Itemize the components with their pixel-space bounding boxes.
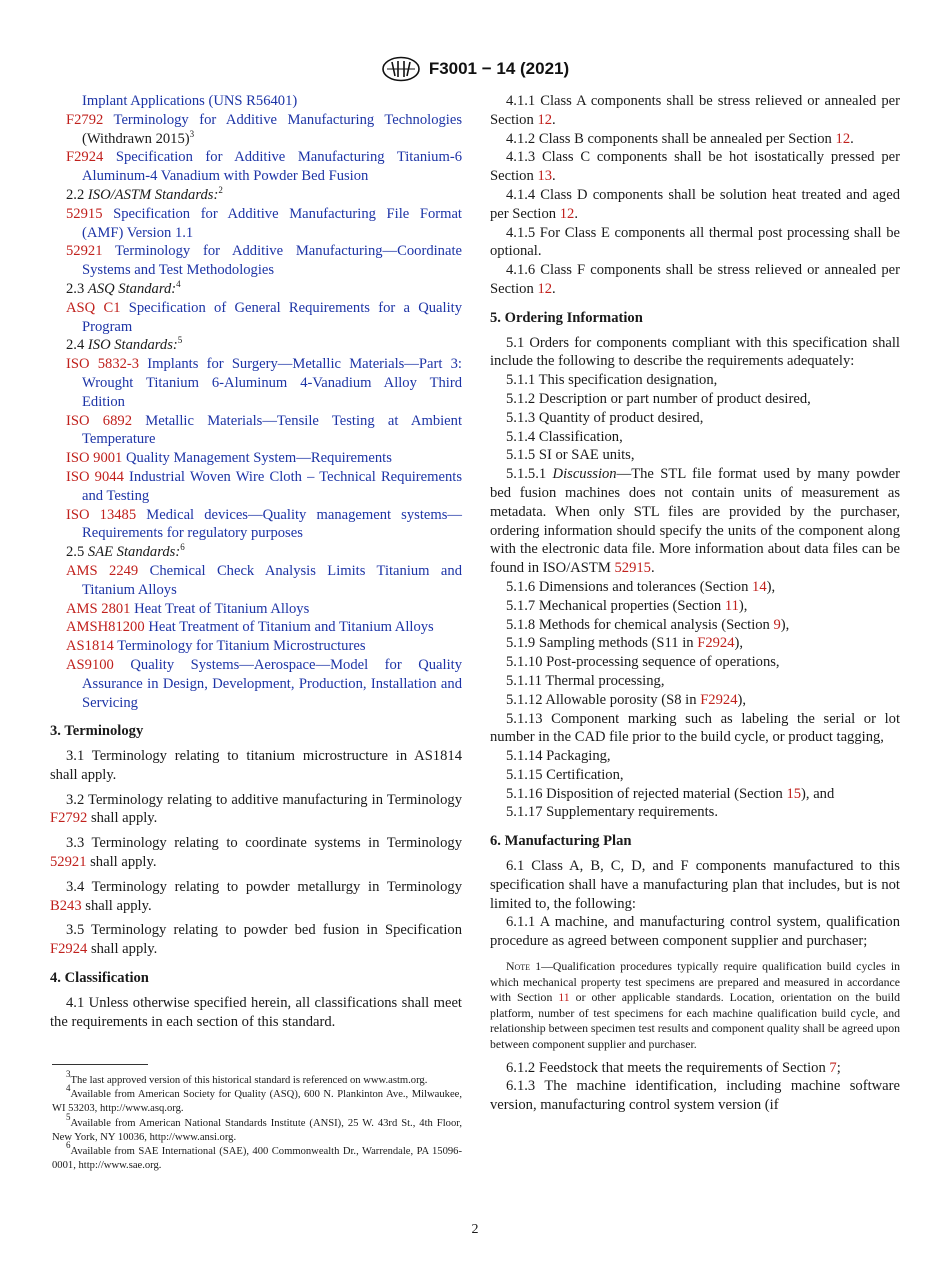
footnote: $^4$Available from American Society for Quality (ASQ), 600 N. Plankinton Ave., Milwaukee, WI 53203, http://www.asq.org. <box>52 1083 462 1115</box>
reference-item <box>66 242 462 280</box>
reference-item <box>66 205 462 243</box>
reference-item <box>66 111 462 149</box>
paragraph-4-1-3: 4.1.3 Class C components shall be hot isostatically pressed per Section 13. <box>490 149 900 185</box>
list-item: 5.1.4 Classification, <box>506 428 623 445</box>
cross-ref-link[interactable]: 11 <box>724 597 739 614</box>
paragraph-4-1-5: 4.1.5 For Class E components all thermal post processing shall be optional. <box>490 224 900 260</box>
paragraph-6-1-3: 6.1.3 The machine identification, including machine software version, manufacturing control system version (if <box>490 1078 900 1114</box>
list-item: 5.1.13 Component marking such as labeling the serial or lot number in the CAD file prior to the build cycle, or product tagging, <box>490 710 900 746</box>
section-heading-classification: 4. Classification <box>50 970 149 987</box>
cross-ref-link[interactable]: 12 <box>559 205 575 222</box>
paragraph-6-1: 6.1 Class A, B, C, D, and F components manufactured to this specification shall have a manufacturing plan that includes, but is not limited to, the following: <box>490 858 900 912</box>
paragraph-4-1-1: 4.1.1 Class A components shall be stress relieved or annealed per Section 12. <box>490 93 900 128</box>
paragraph-3-1: 3.1 Terminology relating to titanium microstructure in AS1814 shall apply. <box>50 748 462 783</box>
reference-title[interactable]: Quality Systems—Aerospace—Model for Quality Assurance in Design, Development, Production, Installation and Servicing <box>82 656 462 711</box>
document-designation: F3001 − 14 (2021) <box>428 59 570 78</box>
reference-code[interactable]: ISO 9001 <box>66 450 123 467</box>
footnote: $^6$Available from SAE International (SAE), 400 Commonwealth Dr., Warrendale, PA 15096-0001, http://www.sae.org. <box>52 1140 462 1172</box>
subsection-heading: 2.4 ISO Standards:$^5$ <box>66 335 183 354</box>
reference-item <box>66 412 462 450</box>
left-column <box>50 92 462 1031</box>
footnote: $^5$Available from American National Standards Institute (ANSI), 25 W. 43rd St., 4th Floor, New York, NY 10036, http://www.ansi.org. <box>52 1111 462 1143</box>
paragraph-3-2: 3.2 Terminology relating to additive manufacturing in Terminology F2792 shall apply. <box>50 791 462 827</box>
reference-item <box>66 562 462 600</box>
reference-item <box>66 506 462 544</box>
section-heading-ordering: 5. Ordering Information <box>490 309 643 326</box>
reference-title[interactable]: Terminology for Titanium Microstructures <box>117 638 366 655</box>
reference-item <box>66 600 462 619</box>
reference-item <box>66 468 462 506</box>
reference-title[interactable]: Chemical Check Analysis Limits Titanium and Titanium Alloys <box>82 562 462 598</box>
right-column <box>490 92 900 1115</box>
list-item: 5.1.8 Methods for chemical analysis (Section 9), <box>506 616 790 633</box>
reference-item <box>66 299 462 337</box>
list-item: 5.1.7 Mechanical properties (Section 11), <box>506 597 748 614</box>
paragraph-5-1-5-1: 5.1.5.1 Discussion—The STL file format used by many powder bed fusion machines does not contain units of measurement as metadata. When only STL files are provided by the purchaser, ordering information should specify the units of the component along with the electronic data file. More information about data files can be found in ISO/ASTM 52915. <box>490 466 901 577</box>
reference-title[interactable]: Heat Treatment of Titanium and Titanium Alloys <box>148 619 434 636</box>
cross-ref-link[interactable]: 12 <box>835 130 851 147</box>
paragraph-4-1-4: 4.1.4 Class D components shall be solution heat treated and aged per Section 12. <box>490 186 900 222</box>
cross-ref-link[interactable]: F2924 <box>700 691 738 708</box>
list-item: 5.1.3 Quantity of product desired, <box>506 409 704 426</box>
paragraph-4-1: 4.1 Unless otherwise specified herein, all classifications shall meet the requirements in each section of this standard. <box>50 994 462 1030</box>
cross-ref-link[interactable]: 14 <box>752 578 767 595</box>
section-heading-terminology: 3. Terminology <box>50 723 144 740</box>
list-item: 5.1.1 This specification designation, <box>506 372 718 389</box>
reference-item <box>66 148 462 186</box>
reference-code[interactable]: F2924 <box>66 149 104 166</box>
cross-ref-link[interactable]: F2924 <box>50 941 88 958</box>
astm-logo-icon <box>381 56 421 82</box>
footnote-divider <box>52 1064 148 1065</box>
section-heading-manufacturing-plan: 6. Manufacturing Plan <box>490 833 632 850</box>
reference-code[interactable]: 52921 <box>66 243 103 260</box>
cross-ref-link[interactable]: 15 <box>786 785 802 802</box>
subsection-heading: 2.2 ISO/ASTM Standards:$^2$ <box>66 184 223 203</box>
list-item: 5.1.17 Supplementary requirements. <box>506 804 718 821</box>
reference-code[interactable]: F2792 <box>66 111 104 128</box>
reference-code[interactable]: 52915 <box>66 205 103 222</box>
reference-title[interactable]: Medical devices—Quality management systems—Requirements for regulatory purposes <box>82 506 462 542</box>
reference-code[interactable]: ISO 5832-3 <box>66 356 140 373</box>
reference-code[interactable]: ISO 6892 <box>66 412 132 429</box>
reference-item <box>66 656 462 712</box>
reference-title[interactable]: Implants for Surgery—Metallic Materials—Part 3: Wrought Titanium 6-Aluminum 4-Vanadium Alloy Third Edition <box>82 356 462 410</box>
reference-item <box>66 449 462 468</box>
reference-code[interactable]: ISO 13485 <box>66 506 137 523</box>
subsection-heading: 2.3 ASQ Standard:$^4$ <box>66 278 181 297</box>
reference-code[interactable]: ISO 9044 <box>66 468 124 485</box>
page-number: 2 <box>471 1222 479 1237</box>
paragraph-3-3: 3.3 Terminology relating to coordinate systems in Terminology 52921 shall apply. <box>50 835 462 871</box>
subsection-heading: 2.5 SAE Standards:$^6$ <box>66 542 185 561</box>
cross-ref-link[interactable]: 13 <box>537 168 553 185</box>
cross-ref-link[interactable]: 52915 <box>614 560 651 577</box>
reference-status: (Withdrawn 2015) <box>82 130 190 147</box>
reference-title[interactable]: Terminology for Additive Manufacturing—Coordinate Systems and Test Methodologies <box>82 243 462 279</box>
list-item: 5.1.16 Disposition of rejected material (Section 15), and <box>506 785 835 802</box>
paragraph-3-4: 3.4 Terminology relating to powder metallurgy in Terminology B243 shall apply. <box>50 878 462 914</box>
reference-code[interactable]: ASQ C1 <box>66 299 121 316</box>
reference-title[interactable]: Implant Applications (UNS R56401) <box>82 93 298 109</box>
reference-code[interactable]: AMSH81200 <box>66 619 145 636</box>
list-item: 5.1.15 Certification, <box>506 766 624 783</box>
reference-code[interactable]: AMS 2801 <box>66 600 131 617</box>
list-item: 5.1.6 Dimensions and tolerances (Section 14), <box>506 578 776 595</box>
reference-title[interactable]: Specification for Additive Manufacturing File Format (AMF) Version 1.1 <box>82 205 462 241</box>
reference-title[interactable]: Terminology for Additive Manufacturing Technologies <box>113 111 462 128</box>
reference-title[interactable]: Metallic Materials—Tensile Testing at Ambient Temperature <box>82 412 462 448</box>
footnote: $^3$The last approved version of this historical standard is referenced on www.astm.org. <box>66 1069 428 1086</box>
cross-ref-link[interactable]: F2924 <box>697 635 735 652</box>
reference-title[interactable]: Quality Management System—Requirements <box>126 450 392 467</box>
list-item: 5.1.5 SI or SAE units, <box>506 447 635 464</box>
cross-ref-link[interactable]: 12 <box>537 280 553 297</box>
cross-ref-link[interactable]: B243 <box>50 897 82 914</box>
reference-title[interactable]: Industrial Woven Wire Cloth – Technical Requirements and Testing <box>82 468 462 504</box>
note-1: Note 1—Qualification procedures typically require qualification build cycles in which mechanical property test specimens are prepared and measured in accordance with Section 11 or other applicable standards. Location, orientation on the build platform, number of test specimens for each machine qualification build cycle, and relationship between specimen test results and component quality shall be agreed upon between component supplier and purchaser. <box>490 959 900 1052</box>
cross-ref-link[interactable]: F2792 <box>50 810 88 827</box>
paragraph-5-1: 5.1 Orders for components compliant with this specification shall include the following to describe the requirements adequately: <box>490 334 900 370</box>
reference-code[interactable]: AS1814 <box>66 638 114 655</box>
reference-item <box>66 92 462 111</box>
footnote-marker: 3 <box>189 128 195 139</box>
reference-item <box>66 637 462 656</box>
paragraph-4-1-2: 4.1.2 Class B components shall be annealed per Section 12. <box>506 130 854 147</box>
reference-item <box>66 355 462 411</box>
cross-ref-link[interactable]: 7 <box>829 1059 837 1076</box>
cross-ref-link[interactable]: 12 <box>537 111 553 128</box>
list-item: 5.1.9 Sampling methods (S11 in F2924), <box>506 635 744 652</box>
paragraph-3-5: 3.5 Terminology relating to powder bed fusion in Specification F2924 shall apply. <box>50 922 462 958</box>
list-item: 5.1.10 Post-processing sequence of operations, <box>506 654 780 671</box>
footnotes <box>52 1069 462 1173</box>
list-item: 5.1.12 Allowable porosity (S8 in F2924), <box>506 691 747 708</box>
cross-ref-link[interactable]: 52921 <box>50 854 87 871</box>
cross-ref-link[interactable]: 9 <box>773 616 781 633</box>
reference-title[interactable]: Specification of General Requirements for a Quality Program <box>82 299 462 335</box>
page-header <box>0 56 950 82</box>
reference-item <box>66 618 462 637</box>
cross-ref-link[interactable]: 11 <box>558 990 570 1005</box>
reference-title[interactable]: Heat Treat of Titanium Alloys <box>134 600 310 617</box>
reference-code[interactable]: AMS 2249 <box>66 562 139 579</box>
reference-title[interactable]: Specification for Additive Manufacturing Titanium-6 Aluminum-4 Vanadium with Powder Bed Fusion <box>82 149 462 185</box>
paragraph-6-1-1: 6.1.1 A machine, and manufacturing control system, qualification procedure as agreed between component supplier and purchaser; <box>490 914 900 950</box>
list-item: 5.1.2 Description or part number of product desired, <box>506 390 811 407</box>
paragraph-4-1-6: 4.1.6 Class F components shall be stress relieved or annealed per Section 12. <box>490 262 900 297</box>
reference-code[interactable]: AS9100 <box>66 656 114 673</box>
paragraph-6-1-2: 6.1.2 Feedstock that meets the requirements of Section 7; <box>506 1059 841 1076</box>
list-item: 5.1.11 Thermal processing, <box>506 672 665 689</box>
list-item: 5.1.14 Packaging, <box>506 748 611 765</box>
